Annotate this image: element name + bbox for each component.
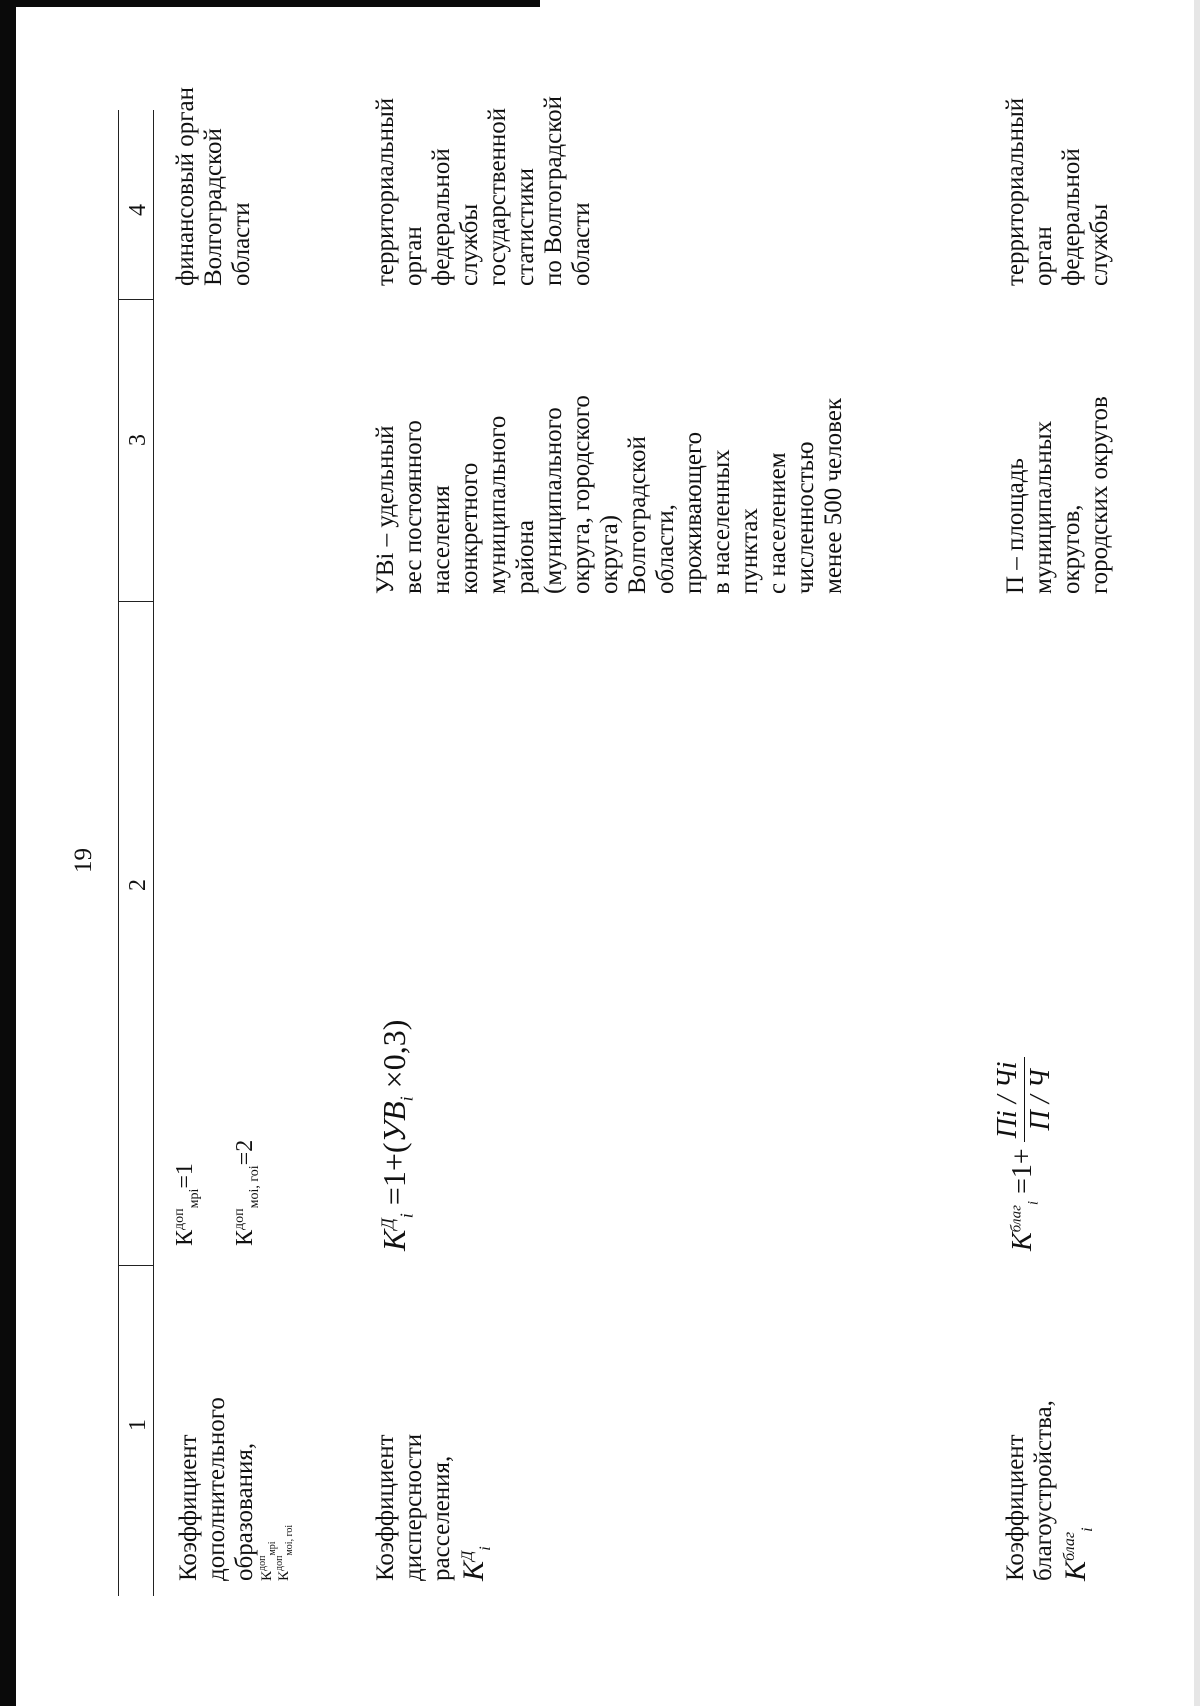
- row2-source: [372, 96, 596, 286]
- fraction-denominator: П / Ч: [1025, 1069, 1056, 1131]
- name-line: дополнительного: [203, 1397, 230, 1581]
- formula-sup: Д: [377, 1218, 398, 1230]
- row2-description: [372, 395, 848, 594]
- symbol-base: K: [1059, 1560, 1092, 1581]
- desc-line: Волгоградской: [624, 436, 651, 594]
- row1-formula-mr: [172, 1163, 202, 1246]
- name-line: дисперсности: [400, 1433, 427, 1581]
- source-line: орган: [400, 226, 427, 286]
- formula-base: К: [172, 1229, 198, 1246]
- name-line: расселения,: [428, 1455, 455, 1581]
- formula-var-sub: i: [396, 1096, 417, 1102]
- formula-rhs-prefix: =1+(: [376, 1142, 412, 1206]
- source-line: федеральной: [428, 148, 455, 286]
- source-line: по Волгоградской: [540, 95, 567, 286]
- source-line: статистики: [512, 167, 539, 286]
- formula-var: УB: [376, 1101, 412, 1143]
- formula-sub: i: [396, 1213, 417, 1219]
- desc-line: численностью: [792, 441, 819, 594]
- row1-source: [172, 87, 256, 286]
- source-line: области: [568, 202, 595, 286]
- table-top-rule: [118, 110, 119, 1596]
- formula-rhs: =2: [232, 1139, 258, 1166]
- col-divider-2-3: [118, 601, 154, 602]
- desc-line: населения: [428, 485, 455, 594]
- desc-line: округа): [596, 515, 623, 594]
- source-line: области: [228, 202, 255, 286]
- formula-sub: i: [1025, 1200, 1042, 1206]
- desc-line: в населенных: [708, 449, 735, 594]
- symbol-base: К: [276, 1570, 292, 1581]
- source-line: орган: [1030, 226, 1057, 286]
- formula-rhs-prefix: =1+: [1006, 1148, 1038, 1194]
- desc-line: вес постоянного: [400, 420, 427, 594]
- row2-formula: [376, 1019, 417, 1251]
- row2-symbol: [456, 1434, 492, 1581]
- fraction-numerator: Пi / Чi: [992, 1057, 1025, 1142]
- formula-base: К: [232, 1229, 258, 1246]
- formula-sub: мрi: [186, 1188, 202, 1209]
- row1-name: [175, 1397, 293, 1581]
- formula-base: K: [376, 1229, 412, 1251]
- row3-description: [1002, 396, 1114, 594]
- row1-symbol-mo: [276, 1397, 293, 1581]
- row2-name: [372, 1434, 492, 1581]
- formula-sup: доп: [232, 1208, 247, 1230]
- formula-rhs-suffix: ×0,3): [376, 1019, 412, 1089]
- name-line: Коэффициент: [1002, 1434, 1029, 1581]
- source-line: территориальный: [1002, 97, 1029, 286]
- source-line: службы: [1086, 203, 1113, 286]
- formula-sup: благ: [1008, 1205, 1025, 1233]
- row3-name: [1002, 1400, 1094, 1581]
- symbol-sub: моi, гоi: [284, 1524, 295, 1556]
- desc-line: пунктах: [736, 508, 763, 594]
- name-line: Коэффициент: [175, 1434, 202, 1581]
- source-line: государственной: [484, 107, 511, 286]
- row3-symbol: [1058, 1400, 1094, 1581]
- desc-line: муниципального: [484, 415, 511, 594]
- formula-rhs: =1: [172, 1163, 198, 1189]
- symbol-sub: i: [1079, 1527, 1096, 1532]
- symbol-base: K: [457, 1560, 490, 1581]
- formula-sub: моi, гоi: [246, 1165, 262, 1209]
- symbol-sub: i: [477, 1546, 494, 1551]
- source-line: финансовый орган: [172, 87, 199, 286]
- symbol-base: К: [259, 1570, 275, 1581]
- symbol-sup: благ: [1061, 1531, 1078, 1561]
- desc-line: П – площадь: [1002, 458, 1029, 594]
- desc-line: менее 500 человек: [820, 397, 847, 594]
- formula-fraction: [992, 1057, 1057, 1142]
- desc-line: городских округов: [1086, 396, 1113, 594]
- source-line: федеральной: [1058, 148, 1085, 286]
- name-line: Коэффициент: [372, 1434, 399, 1581]
- desc-line: округа, городского: [568, 395, 595, 594]
- source-line: Волгоградской: [200, 128, 227, 286]
- column-number-3: 3: [125, 434, 151, 446]
- desc-line: округов,: [1058, 504, 1085, 594]
- source-line: службы: [456, 203, 483, 286]
- column-number-4: 4: [125, 204, 151, 216]
- formula-base: K: [1006, 1232, 1038, 1251]
- desc-line: муниципальных: [1030, 420, 1057, 594]
- table-header-rule: [153, 110, 154, 1596]
- formula-sup: доп: [172, 1208, 187, 1230]
- name-line: благоустройства,: [1030, 1400, 1057, 1581]
- page-number: 19: [70, 848, 97, 873]
- desc-line: с населением: [764, 452, 791, 594]
- column-number-2: 2: [125, 879, 151, 891]
- symbol-sup: Д: [459, 1550, 476, 1561]
- desc-line: проживающего: [680, 431, 707, 594]
- row3-formula: [992, 1057, 1057, 1251]
- source-line: территориальный: [372, 97, 399, 286]
- column-number-1: 1: [125, 1419, 151, 1431]
- symbol-sup: доп: [257, 1555, 268, 1571]
- desc-line: (муниципального: [540, 407, 567, 594]
- desc-line: района: [512, 520, 539, 594]
- desc-line: области,: [652, 504, 679, 594]
- desc-line: конкретного: [456, 462, 483, 594]
- row1-symbol-mr: [259, 1397, 276, 1581]
- symbol-sup: доп: [274, 1555, 285, 1571]
- name-line: образования,: [231, 1442, 258, 1581]
- col-divider-1-2: [118, 1265, 154, 1266]
- desc-line: УВi – удельный: [372, 425, 399, 594]
- row3-source: [1002, 98, 1114, 286]
- symbol-sub: мрi: [267, 1541, 278, 1556]
- col-divider-3-4: [118, 299, 154, 300]
- row1-formula-mo: [232, 1139, 262, 1246]
